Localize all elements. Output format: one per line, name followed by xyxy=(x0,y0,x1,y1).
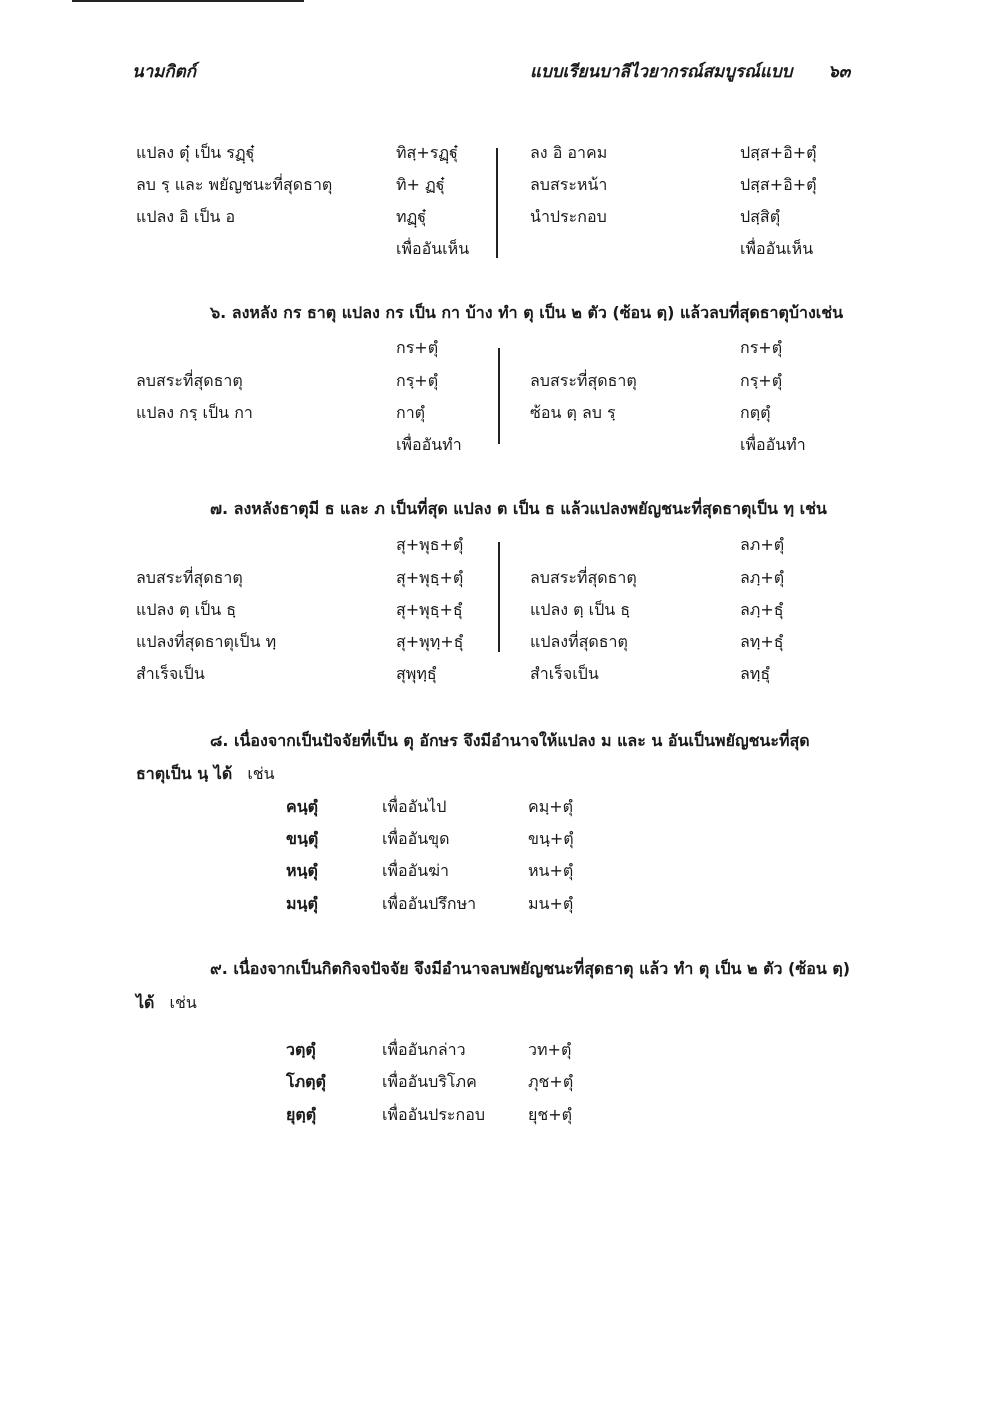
step-label: สำเร็จเป็น xyxy=(530,664,599,683)
derivation-form: กตฺตุํ xyxy=(740,403,771,422)
derivation-form: ลภฺ+ธุํ xyxy=(740,600,784,619)
derivation-form: ทิสฺ+รฏฺฐุ๋ xyxy=(396,143,458,162)
step-label: แปลง ตุ๋ เป็น รฏฺฐุ๋ xyxy=(136,143,255,162)
derivation-form: ลภฺ+ตุํ xyxy=(740,568,785,587)
root-form: วท+ตุํ xyxy=(528,1040,572,1059)
derivation-form: ปสฺส+อิ+ตุํ xyxy=(740,143,817,162)
derivation-form: กร+ตุํ xyxy=(396,338,439,357)
step-label: ลบสระที่สุดธาตุ xyxy=(136,568,243,587)
meaning: เพื่ออันทำ xyxy=(740,435,806,454)
running-head-left: นามกิตก์ xyxy=(132,62,196,82)
heading-continuation: ธาตุเป็น นฺ ได้ xyxy=(136,764,233,783)
meaning: เพื่ออันกล่าว xyxy=(382,1040,466,1059)
derivation-form: กาตุํ xyxy=(396,403,426,422)
section-6-heading: ๖. ลงหลัง กร ธาตุ แปลง กร เป็น กา บ้าง ทำ ตุ เป็น ๒ ตัว (ซ้อน ตฺ) แล้วลบที่สุดธาตุบ้างเช่น xyxy=(210,303,844,322)
section-9-heading-cont xyxy=(136,993,197,1013)
derivation-form: ลภ+ตุํ xyxy=(740,535,785,554)
derivation-form: สุพุทฺธุํ xyxy=(396,664,437,683)
step-label: แปลง กรฺ เป็น กา xyxy=(136,403,253,422)
meaning: เพื่ออันบริโภค xyxy=(382,1072,477,1091)
example-word: คนฺตุํ xyxy=(286,797,319,816)
example-lead: เช่น xyxy=(169,993,197,1012)
derivation-form: กร+ตุํ xyxy=(740,338,783,357)
root-form: ยุช+ตุํ xyxy=(528,1105,573,1124)
meaning: เพื่ออันปรึกษา xyxy=(382,894,477,913)
meaning: เพื่ออันฆ่า xyxy=(382,861,450,880)
derivation-form: สุ+พุธฺ+ตุํ xyxy=(396,568,464,587)
step-label: ลบสระที่สุดธาตุ xyxy=(136,371,243,390)
meaning: เพื่ออันประกอบ xyxy=(382,1105,485,1124)
step-label: ลบสระที่สุดธาตุ xyxy=(530,568,637,587)
step-label: แปลงที่สุดธาตุ xyxy=(530,632,628,651)
step-label: นำประกอบ xyxy=(530,207,607,226)
example-word: วตฺตุํ xyxy=(286,1040,316,1059)
step-label: ลบ รฺ และ พยัญชนะที่สุดธาตุ xyxy=(136,175,333,194)
example-word: มนฺตุํ xyxy=(286,894,318,913)
column-divider xyxy=(498,348,500,444)
example-word: โภตฺตุํ xyxy=(286,1072,326,1091)
derivation-form: ทิ+ ฏฐุ๋ xyxy=(396,175,445,194)
derivation-form: ลทฺ+ธุํ xyxy=(740,632,784,651)
section-7-heading: ๗. ลงหลังธาตุมี ธ และ ภ เป็นที่สุด แปลง ต เป็น ธ แล้วแปลงพยัญชนะที่สุดธาตุเป็น ทฺ เช่น xyxy=(210,499,827,518)
root-form: มน+ตุํ xyxy=(528,894,574,913)
example-word: ขนฺตุํ xyxy=(286,829,319,848)
derivation-form: สุ+พุทฺ+ธุํ xyxy=(396,632,464,651)
derivation-form: กรฺ+ตุํ xyxy=(740,371,783,390)
step-label: แปลง ตฺ เป็น ธฺ xyxy=(530,600,631,619)
meaning: เพื่ออันเห็น xyxy=(396,239,470,258)
step-label: แปลง ตฺ เป็น ธฺ xyxy=(136,600,237,619)
meaning: เพื่ออันเห็น xyxy=(740,239,814,258)
step-label: แปลงที่สุดธาตุเป็น ทฺ xyxy=(136,632,277,651)
column-divider xyxy=(498,542,500,652)
section-9-heading: ๙. เนื่องจากเป็นกิตกิจจปัจจัย จึงมีอำนาจลบพยัญชนะที่สุดธาตุ แล้ว ทำ ตุ เป็น ๒ ตัว (ซ้อน ตฺ) xyxy=(210,959,851,978)
step-label: ลง อิ อาคม xyxy=(530,143,608,162)
root-form: ภุช+ตุํ xyxy=(528,1072,574,1091)
example-word: ยุตฺตุํ xyxy=(286,1105,317,1124)
section-8-heading-cont xyxy=(136,764,275,784)
section-8-heading: ๘. เนื่องจากเป็นปัจจัยที่เป็น ตุ อักษร จึงมีอำนาจให้แปลง ม และ น อันเป็นพยัญชนะที่สุด xyxy=(210,731,810,750)
heading-continuation: ได้ xyxy=(136,993,155,1012)
example-word: หนฺตุํ xyxy=(286,861,318,880)
meaning: เพื่ออันขุด xyxy=(382,829,450,848)
step-label: ลบสระที่สุดธาตุ xyxy=(530,371,637,390)
root-form: ขนฺ+ตุํ xyxy=(528,829,574,848)
root-form: คมฺ+ตุํ xyxy=(528,797,574,816)
example-lead: เช่น xyxy=(247,764,275,783)
step-label: ซ้อน ตฺ ลบ รฺ xyxy=(530,403,616,422)
root-form: หน+ตุํ xyxy=(528,861,574,880)
column-divider xyxy=(496,148,498,258)
derivation-form: ปสฺสิตุํ xyxy=(740,207,781,226)
page-number: ๖๓ xyxy=(828,62,851,82)
step-label: แปลง อิ เป็น อ xyxy=(136,207,236,226)
meaning: เพื่ออันไป xyxy=(382,797,447,816)
derivation-form: สุ+พุธ+ตุํ xyxy=(396,535,464,554)
derivation-form: ปสฺส+อิ+ตุํ xyxy=(740,175,817,194)
meaning: เพื่ออันทำ xyxy=(396,435,462,454)
step-label: ลบสระหน้า xyxy=(530,175,608,194)
derivation-form: สุ+พุธฺ+ธุํ xyxy=(396,600,463,619)
step-label: สำเร็จเป็น xyxy=(136,664,205,683)
derivation-form: ทฏฺฐุ๋ xyxy=(396,207,427,226)
running-head-right: แบบเรียนบาลีไวยากรณ์สมบูรณ์แบบ xyxy=(530,62,793,82)
derivation-form: ลทฺธุํ xyxy=(740,664,771,683)
top-rule xyxy=(72,0,304,2)
derivation-form: กรฺ+ตุํ xyxy=(396,371,439,390)
